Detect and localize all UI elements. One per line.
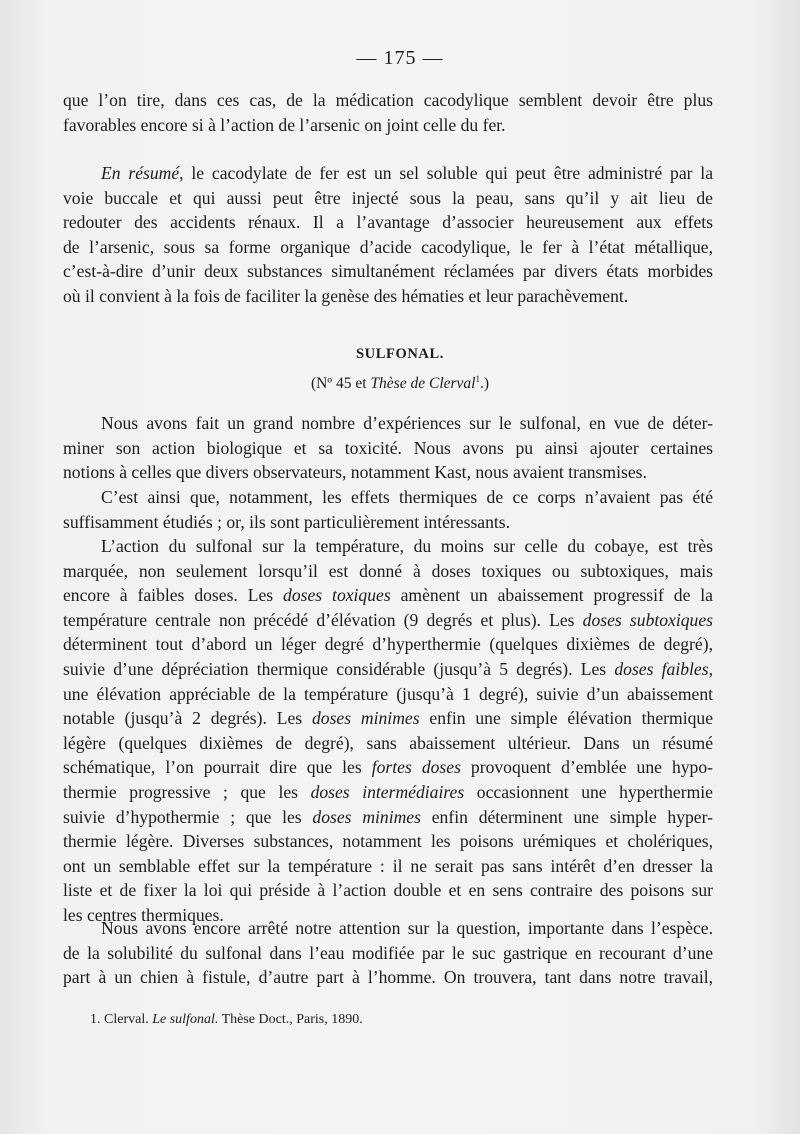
text-line: que l’on tire, dans ces cas, de la médication cacodylique semblent devoir être plus xyxy=(63,90,713,110)
text-span: enfin déterminent une simple hyper- xyxy=(420,806,713,827)
paragraph-4 xyxy=(63,916,713,990)
footnote-suffix: Thèse Doct., Paris, 1890. xyxy=(218,1012,363,1027)
italic-phrase: fortes doses xyxy=(371,757,461,778)
text-line: de l’arsenic, sous sa forme organique d’acide cacodylique, le fer à l’état métallique, xyxy=(63,236,713,257)
text-line: marquée, non seulement lorsqu’il est donné à doses toxiques ou subtoxiques, mais xyxy=(63,560,713,581)
text-line xyxy=(63,706,713,731)
text-line: miner son action biologique et sa toxicité. Nous avons pu ainsi ajouter certaines xyxy=(63,437,713,458)
text-line xyxy=(63,583,713,608)
text-line xyxy=(63,161,713,186)
text-line: thermie légère. Diverses substances, notamment les poisons urémiques et cholériques, xyxy=(63,831,713,852)
italic-phrase: doses subtoxiques xyxy=(582,609,713,630)
text-span: schématique, l’on pourrait dire que les xyxy=(63,757,372,778)
text-line: une élévation appréciable de la température (jusqu’à 1 degré), suivie d’un abaissement xyxy=(63,683,713,704)
section-heading: SULFONAL. xyxy=(356,346,444,362)
footnote-title: Le sulfonal. xyxy=(152,1012,219,1027)
italic-phrase: doses minimes xyxy=(312,806,421,827)
italic-phrase: doses toxiques xyxy=(283,585,391,606)
paragraph-3 xyxy=(63,534,713,928)
text-line: suffisamment étudiés ; or, ils sont particulièrement intéressants. xyxy=(63,511,511,532)
text-line: notions à celles que divers observateurs, notamment Kast, nous avaient transmises. xyxy=(63,462,647,483)
text-line: favorables encore si à l’action de l’arsenic on joint celle du fer. xyxy=(63,114,506,135)
italic-phrase: doses intermédiaires xyxy=(310,781,465,802)
paragraph-2 xyxy=(63,485,713,534)
text-span: suivie d’hypothermie ; que les xyxy=(63,806,313,827)
text-span: suivie d’une dépréciation thermique considérable (jusqu’à 5 degrés). Les xyxy=(63,658,615,679)
text-line xyxy=(63,608,713,633)
text-line: les centres thermiques. xyxy=(63,904,224,925)
text-span: thermie progressive ; que les xyxy=(63,781,311,802)
footnote-marker: 1 xyxy=(475,373,480,384)
text-line: de la solubilité du sulfonal dans l’eau modifiée par le suc gastrique en recourant d’une xyxy=(63,942,713,963)
section-reference xyxy=(0,375,800,393)
text-line xyxy=(63,657,713,682)
text-span: encore à faibles doses. Les xyxy=(63,585,284,606)
text-line: Nous avons fait un grand nombre d’expériences sur le sulfonal, en vue de déter- xyxy=(101,413,713,433)
text-line: déterminent tout d’abord un léger degré d’hyperthermie (quelques dixièmes de degré), xyxy=(63,634,713,655)
italic-phrase: doses faibles, xyxy=(614,658,713,679)
italic-phrase: En résumé, xyxy=(101,163,184,183)
paragraph-1 xyxy=(63,411,713,485)
text-span: occasionnent une hyperthermie xyxy=(464,781,713,802)
text-span: provoquent d’emblée une hypo- xyxy=(460,757,713,778)
text-line: où il convient à la fois de faciliter la genèse des hématies et leur parachèvement. xyxy=(63,285,629,306)
text-line: liste et de fixer la loi qui préside à l’action double et en sens contraire des poisons sur xyxy=(63,880,713,901)
ref-prefix: (Nº 45 et xyxy=(310,375,371,392)
text-line xyxy=(63,780,713,805)
italic-phrase: doses minimes xyxy=(311,708,420,729)
text-line: Nous avons encore arrêté notre attention sur la question, importante dans l’espèce. xyxy=(101,918,713,938)
text-span: amènent un abaissement progressif de la xyxy=(390,585,713,606)
text-line xyxy=(63,805,713,830)
text-line: c’est-à-dire d’unir deux substances simultanément réclamées par divers états morbides xyxy=(63,261,713,282)
text-line: légère (quelques dixièmes de degré), sans abaissement ultérieur. Dans un résumé xyxy=(63,732,713,753)
text-line: C’est ainsi que, notamment, les effets thermiques de ce corps n’avaient pas été xyxy=(101,487,713,507)
text-line xyxy=(63,755,713,780)
text-line: ont un semblable effet sur la température : il ne serait pas sans intérêt d’en dresser la xyxy=(63,855,713,876)
text-line: redouter des accidents rénaux. Il a l’avantage d’associer heureusement aux effets xyxy=(63,212,713,233)
footnote-prefix: 1. Clerval. xyxy=(90,1012,153,1027)
ref-suffix: .) xyxy=(479,375,490,392)
text-span: enfin une simple élévation thermique xyxy=(419,708,713,729)
page-number: — 175 — xyxy=(356,47,444,69)
text-span: température centrale non précédé d’élévation (9 degrés et plus). Les xyxy=(63,609,583,630)
ref-italic: Thèse de Clerval xyxy=(370,375,476,392)
footnote xyxy=(90,1012,363,1028)
text-span: notable (jusqu’à 2 degrés). Les xyxy=(63,708,312,729)
text-span: le cacodylate de fer est un sel soluble qui peut être administré par la xyxy=(183,163,713,183)
text-line: L’action du sulfonal sur la température, du moins sur celle du cobaye, est très xyxy=(101,536,713,556)
intro-paragraph xyxy=(63,88,713,137)
text-line: voie buccale et qui aussi peut être injecté sous la peau, sans qu’il y ait lieu de xyxy=(63,187,713,208)
resume-paragraph xyxy=(63,161,713,309)
text-line: part à un chien à fistule, d’autre part à l’homme. On trouvera, tant dans notre travail, xyxy=(63,967,713,988)
